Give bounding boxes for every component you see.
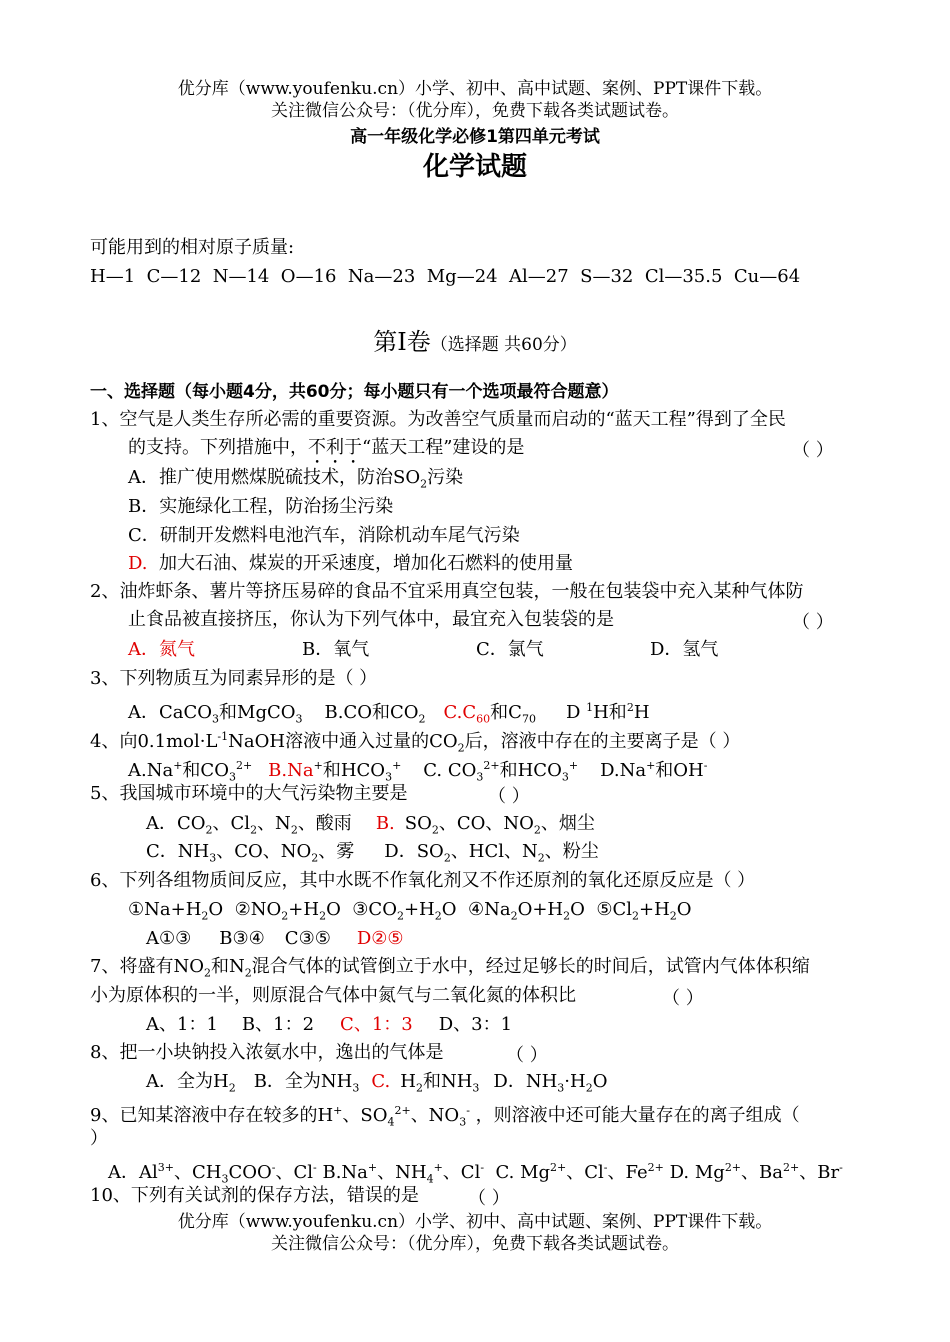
q5-row-2	[146, 840, 599, 871]
q10-stem: 10、下列有关试剂的保存方法，错误的是	[90, 1185, 419, 1206]
q8-option-a: A．全为$H_2$	[146, 1071, 236, 1095]
q6-option-c: C③⑤	[284, 928, 331, 949]
q1-stem-a: 的支持。下列措施中，	[128, 437, 308, 458]
q2-answer-paren: （ ）	[792, 612, 834, 633]
q1-option-c: C．研制开发燃料电池汽车，消除机动车尾气污染	[128, 525, 520, 546]
q3-option-c: $C.C_{60}$	[443, 702, 491, 726]
q2-line-2: 止食品被直接挤压，你认为下列气体中，最宜充入包装袋的是	[128, 609, 614, 630]
q2-line-1: 2、油炸虾条、薯片等挤压易碎的食品不宜采用真空包装，一般在包装袋中充入某种气体防	[90, 581, 804, 602]
q10-answer-paren: （ ）	[468, 1188, 510, 1209]
q3-stem: 3、下列物质互为同素异形的是（ ）	[90, 668, 378, 689]
q8-answer-paren: （ ）	[506, 1045, 548, 1066]
q7-answer-paren: （ ）	[662, 988, 704, 1009]
q1-emphasis: 不利于	[308, 437, 362, 458]
q7-line-2: 小为原体积的一半，则原混合气体中氮气与二氧化氮的体积比	[90, 985, 576, 1006]
q3-option-b: B.CO和$CO_2$	[324, 702, 426, 726]
exam-subtitle: 高一年级化学必修1第四单元考试	[350, 127, 600, 147]
q8-option-c-label: C.	[371, 1071, 391, 1092]
q7-option-c: C、1：3	[340, 1014, 413, 1035]
q3-c70-sub: 70	[521, 712, 536, 726]
q5-option-b-label: B.	[375, 813, 395, 834]
q1-answer-paren: （ ）	[792, 440, 834, 461]
q9-line-2: ）	[90, 1128, 108, 1149]
q1-a-text: A．推广使用燃煤脱硫技术，防治SO	[128, 467, 421, 488]
q1-option-d	[128, 552, 573, 576]
q2-option-c: C．氯气	[476, 639, 544, 660]
footer-line-2: 关注微信公众号：（优分库），免费下载各类试题试卷。	[271, 1234, 679, 1254]
q3-c-and: 和C	[490, 702, 522, 723]
q1-a-post: 污染	[427, 467, 464, 488]
section-heading: 一、选择题（每小题4分，共60分；每小题只有一个选项最符合题意）	[90, 382, 619, 402]
footer-line-1: 优分库（www.youfenku.cn）小学、初中、高中试题、案例、PPT课件下载。	[177, 1212, 773, 1232]
q7-option-d: D、3：1	[438, 1014, 513, 1035]
volume-title: 第Ⅰ卷	[373, 328, 431, 356]
q7-line-1: 7、将盛有$NO_2$和$N_2$混合气体的试管倒立于水中，经过足够长的时间后，试管内气体体积缩	[90, 956, 810, 980]
q6-stem: 6、下列各组物质间反应，其中水既不作氧化剂又不作还原剂的氧化还原反应是（ ）	[90, 870, 756, 891]
q5-stem: 5、我国城市环境中的大气污染物主要是	[90, 783, 408, 804]
q8-option-b: B．全为$NH_3$	[253, 1071, 360, 1095]
q5-option-b: $SO_2$、CO、$NO_2$、烟尘	[404, 813, 595, 837]
q6-option-a: A①③	[146, 928, 192, 949]
q4-option-c: C. $CO_3^{2+}$和$HCO_3^+$	[423, 759, 579, 784]
q9-option-b: B.Na+、$NH_4^+$、Cl-	[322, 1161, 485, 1186]
atomic-mass-values: H—1 C—12 N—14 O—16 Na—23 Mg—24 Al—27 S—32 Cl—35.5 Cu—64	[90, 266, 801, 287]
q1-stem-b: “蓝天工程”建设的是	[362, 437, 525, 458]
q4-b-sup: +	[313, 759, 323, 772]
q1-a-sub: 2	[420, 477, 428, 491]
q8-option-c: $H_2$和$NH_3$	[400, 1071, 480, 1095]
q1-d-label: D.	[128, 553, 148, 574]
q1-d-text: 加大石油、煤炭的开采速度，增加化石燃料的使用量	[158, 553, 573, 574]
q1-option-b: B．实施绿化工程，防治扬尘污染	[128, 496, 394, 517]
q6-reactions: $①Na+H_2O$ $②NO_2+H_2O$ $③CO_2+H_2O$ $④Na_2O+H_2O$ $⑤Cl_2+H_2O$	[128, 899, 692, 923]
q2-option-a: A．氮气	[128, 639, 195, 660]
q1-option-a	[128, 466, 463, 497]
q4-option-a: A.Na+和$CO_3^{2+}$	[128, 759, 253, 784]
header-line-1: 优分库（www.youfenku.cn）小学、初中、高中试题、案例、PPT课件下载。	[177, 79, 773, 99]
q3-option-a: A．CaCO$_3$和MgCO$_3$	[128, 702, 303, 726]
q4-option-d: D.Na+和OH-	[600, 759, 708, 781]
volume-heading	[0, 322, 950, 357]
q1-line-1: 1、空气是人类生存所必需的重要资源。为改善空气质量而启动的“蓝天工程”得到了全民	[90, 409, 786, 430]
q3-option-d: D $^1$H和$^2$H	[565, 701, 650, 723]
q7-options	[146, 1013, 512, 1037]
q5-row-1	[146, 812, 595, 843]
q4-option-b: 和HCO	[322, 760, 386, 781]
q5-option-d: D．$SO_2$、HCl、$N_2$、粉尘	[384, 841, 599, 865]
header-line-2: 关注微信公众号：（优分库），免费下载各类试题试卷。	[271, 101, 679, 121]
volume-note: （选择题 共60分）	[430, 335, 577, 355]
q6-option-b: B③④	[219, 928, 265, 949]
q5-option-c: C．$NH_3$、CO、$NO_2$、雾	[146, 841, 355, 865]
q9-option-a: A．$Al^{3+}$、$CH_3COO^-$、Cl-	[108, 1161, 317, 1186]
q5-option-a: A．$CO_2$、$Cl_2$、$N_2$、酸雨	[146, 813, 352, 837]
q5-answer-paren: （ ）	[488, 786, 530, 807]
q7-option-a: A、1：1	[146, 1014, 218, 1035]
q4-stem: 4、向$0.1mol\cdot L^{-1}NaOH$溶液中通入过量的$CO_2$后，溶液中存在的主要离子是（ ）	[90, 730, 741, 755]
q4-options: A.Na+和$CO_3^{2+}$ B.Na+和$HCO_3^+$ C. $CO_3^{2+}$和$HCO_3^+$ D.Na+和OH-	[128, 759, 708, 784]
q9-option-d: D. $Mg^{2+}$、$Ba^{2+}$、Br-	[669, 1161, 843, 1183]
q6-options	[146, 927, 404, 951]
q1-line-2	[128, 436, 524, 468]
q4-option-b-label: B.Na	[268, 760, 314, 781]
q8-stem: 8、把一小块钠投入浓氨水中，逸出的气体是	[90, 1042, 444, 1063]
atomic-mass-label: 可能用到的相对原子质量:	[90, 237, 295, 258]
q6-option-d: D②⑤	[356, 928, 404, 949]
q9-option-c: C. $Mg^{2+}$、Cl-、$Fe^{2+}$	[495, 1161, 664, 1183]
q2-option-d: D．氢气	[650, 639, 719, 660]
exam-title: 化学试题	[422, 152, 527, 182]
q8-options	[146, 1070, 607, 1101]
q2-option-b: B．氧气	[302, 639, 370, 660]
q9-line-1: 9、已知某溶液中存在较多的H+、$SO_4^{2+}$、$NO_3^-$ ，则溶液中还可能大量存在的离子组成（	[90, 1104, 800, 1129]
q7-option-b: B、1：2	[241, 1014, 315, 1035]
q8-option-d: D．$NH_3\cdot H_2O$	[493, 1071, 608, 1095]
